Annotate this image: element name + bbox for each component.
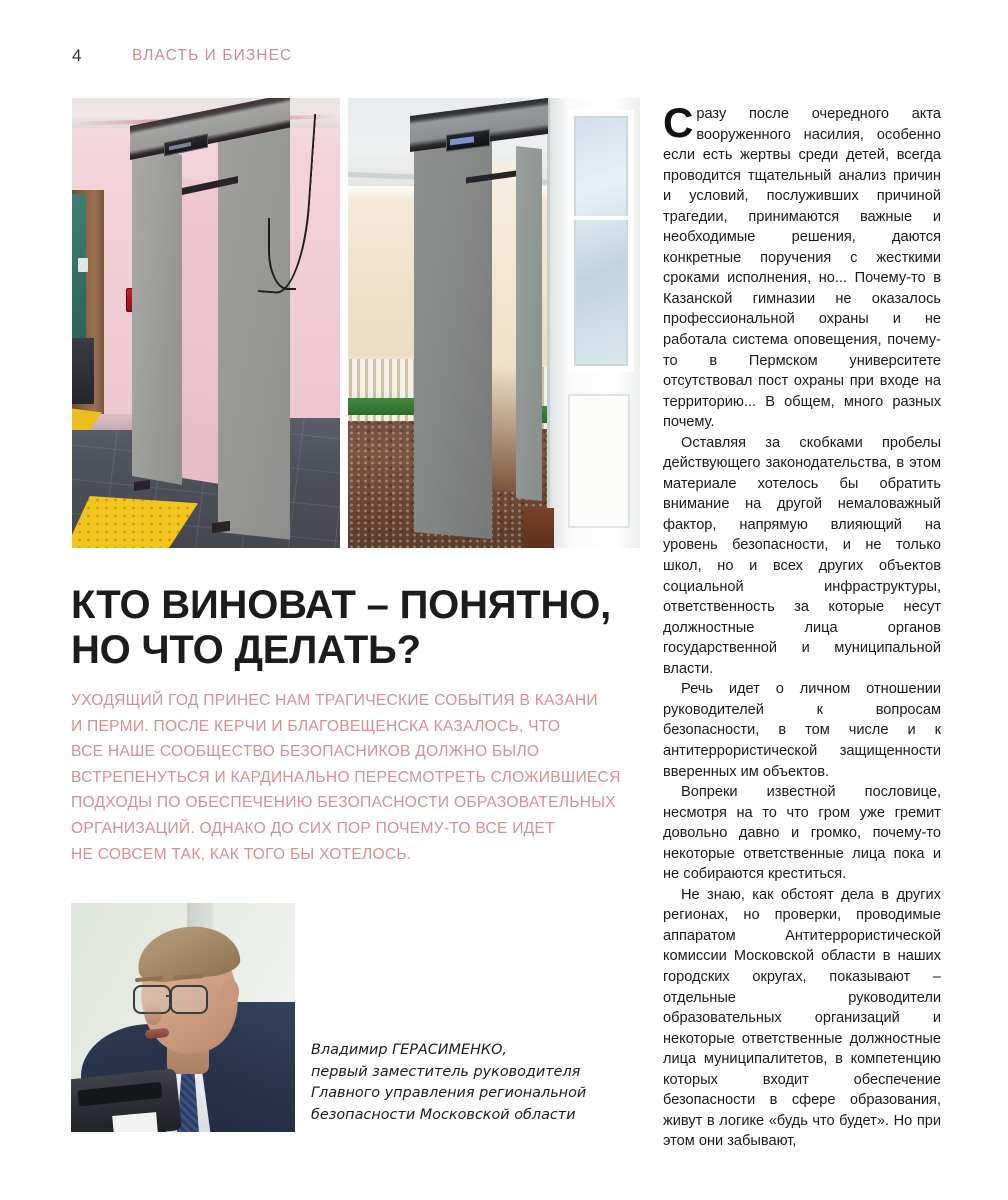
standfirst-line-2: И ПЕРМИ. ПОСЛЕ КЕРЧИ И БЛАГОВЕЩЕНСКА КАЗАЛОСЬ, ЧТО: [71, 717, 561, 735]
standfirst-line-5: ПОДХОДЫ ПО ОБЕСПЕЧЕНИЮ БЕЗОПАСНОСТИ ОБРАЗОВАТЕЛЬНЫХ: [71, 794, 616, 812]
body-paragraph-2: Оставляя за скобками пробелы действующего законодательства, в этом материале хотелось бы обратить внимание на другой немаловажный фактор, напрямую влияющий на уровень безопасности, и не только школ, но и всех других объектов социальной инфраструктуры, ответственность за которые несут должностные лица органов государственной и муниципальной власти.: [663, 434, 941, 677]
detector-edge: [72, 434, 79, 548]
nose: [145, 1003, 161, 1025]
paper-sheet: [112, 1112, 158, 1132]
detector-panel-far: [132, 146, 182, 485]
detector-panel-far: [516, 146, 542, 501]
drop-cap: С: [663, 99, 694, 146]
eyeglasses-lens-right: [170, 985, 208, 1014]
ear: [221, 979, 239, 1005]
running-head: [72, 42, 632, 70]
body-paragraph-3: Речь идет о личном отношении руководителей к вопросам безопасности, в том числе и к антитеррористической защищенности вверенных им объектов.: [663, 681, 941, 780]
standfirst-line-7: НЕ СОВСЕМ ТАК, КАК ТОГО БЫ ХОТЕЛОСЬ.: [71, 845, 412, 863]
section-rubric: ВЛАСТЬ И БИЗНЕС: [132, 47, 293, 64]
detector-opening: [492, 160, 518, 493]
detector-inner-gap: [182, 178, 222, 484]
standfirst-line-6: ОРГАНИЗАЦИЙ. ОДНАКО ДО СИХ ПОР ПОЧЕМУ-ТО ВСЕ ИДЕТ: [71, 819, 555, 837]
eyeglasses-bridge: [166, 995, 172, 997]
photo-metal-detector-beige-corridor: [348, 98, 640, 548]
door-mat: [524, 508, 554, 548]
caption-line-2: первый заместитель руководителя: [311, 1063, 581, 1080]
body-paragraph-4: Вопреки известной пословице, несмотря на то что гром уже гремит довольно давно и громко, почему-то некоторые ответственные лица пока и не собираются креститься.: [663, 784, 941, 883]
detector-panel-near: [414, 122, 492, 539]
headline-line-2: НО ЧТО ДЕЛАТЬ?: [71, 627, 421, 672]
photo-metal-detector-pink-corridor: [72, 98, 340, 548]
door-lower-panel: [568, 394, 630, 528]
caption-line-3: Главного управления региональной: [311, 1085, 587, 1102]
page-number: 4: [72, 46, 82, 65]
article-standfirst: [71, 688, 657, 867]
caption-line-1: Владимир ГЕРАСИМЕНКО,: [311, 1042, 508, 1058]
portrait-caption: [311, 1040, 631, 1126]
body-paragraph-5: Не знаю, как обстоят дела в других регионах, но проверки, проводимые аппаратом Антитеррористической комиссии Московской области в наших городских округах, показывают – отдельные руководители образовательных организаций и некоторые ответственные должностные лица муниципалитетов, в компетенцию которых входит обеспечение безопасности в сфере образования, живут в логике «будь что будет». Но при этом они забывают,: [663, 886, 941, 1150]
caption-line-4: безопасности Московской области: [311, 1106, 576, 1123]
body-paragraph-1: [663, 99, 941, 433]
photo-row: [72, 98, 640, 548]
standfirst-line-3: ВСЕ НАШЕ СООБЩЕСТВО БЕЗОПАСНИКОВ ДОЛЖНО БЫЛО: [71, 743, 540, 761]
headline-line-1: КТО ВИНОВАТ – ПОНЯТНО,: [71, 582, 612, 627]
body-paragraph-1-text: разу после очередного акта вооруженного насилия, особенно если есть жертвы среди детей, всегда проводится тщательный анализ причин и условий, послуживших причиной трагедии, принимаются важные и необходимые решения, даются конкретные поручения с жесткими сроками исполнения, но... Почему-то в Казанской гимназии не оказалось профессиональной охраны и не работала система оповещения, почему-то в Пермском университете отсутствовал пост охраны при входе на территорию... В общем, много разных почему.: [663, 106, 941, 431]
detector-edge: [348, 98, 355, 457]
article-headline: [71, 583, 651, 673]
standfirst-line-1: УХОДЯЩИЙ ГОД ПРИНЕС НАМ ТРАГИЧЕСКИЕ СОБЫТИЯ В КАЗАНИ: [71, 692, 598, 709]
detector-edge: [348, 456, 356, 548]
article-body-column: [663, 99, 941, 1152]
door-glass-panel: [568, 110, 634, 372]
standfirst-line-4: ВСТРЕПЕНУТЬСЯ И КАРДИНАЛЬНО ПЕРЕСМОТРЕТЬ СЛОЖИВШИЕСЯ: [71, 768, 621, 786]
portrait-photo: [71, 903, 295, 1132]
detector-edge: [72, 98, 80, 435]
